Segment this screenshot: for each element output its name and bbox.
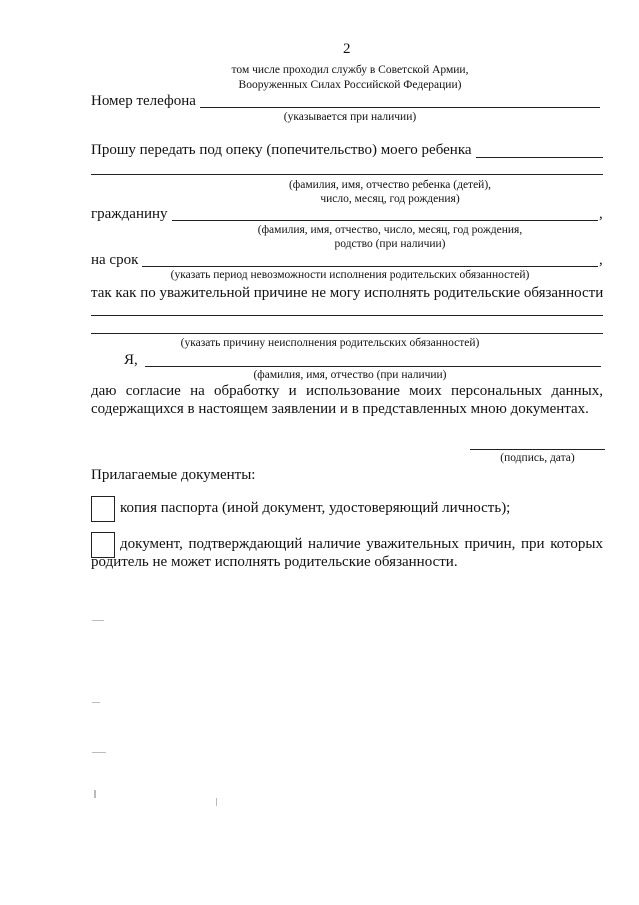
reason-hint: (указать причину неисполнения родительских обязанностей) xyxy=(180,337,480,349)
reason-line-1[interactable] xyxy=(91,315,603,316)
consent-line-1: даю согласие на обработку и использование моих персональных данных, xyxy=(91,383,603,399)
child-hint-line-1: (фамилия, имя, отчество ребенка (детей), xyxy=(288,179,492,191)
consent-hint: (фамилия, имя, отчество (при наличии) xyxy=(253,369,447,381)
citizen-comma: , xyxy=(599,206,603,222)
term-hint: (указать период невозможности исполнения родительских обязанностей) xyxy=(170,269,530,281)
header-line-2: Вооруженных Силах Российской Федерации) xyxy=(238,79,462,91)
phone-label: Номер телефона xyxy=(91,93,196,109)
child-hint-line-2: число, месяц, год рождения) xyxy=(320,193,460,205)
scan-speck xyxy=(216,798,217,806)
reason-text: так как по уважительной причине не могу исполнять родительские обязанности xyxy=(91,285,604,301)
citizen-hint-line-2: родство (при наличии) xyxy=(334,238,446,250)
reason-line-2[interactable] xyxy=(91,333,603,334)
consent-line-2: содержащихся в настоящем заявлении и в представленных мною документах. xyxy=(91,401,589,417)
phone-field-line[interactable] xyxy=(200,107,600,108)
phone-hint: (указывается при наличии) xyxy=(283,111,417,123)
consent-name-line[interactable] xyxy=(145,366,601,367)
term-field-line[interactable] xyxy=(142,266,598,267)
request-text: Прошу передать под опеку (попечительство) моего ребенка xyxy=(91,142,472,158)
child-name-line-1[interactable] xyxy=(476,157,603,158)
attachment-passport-text: копия паспорта (иной документ, удостоверяющий личность); xyxy=(120,500,511,516)
citizen-field-line[interactable] xyxy=(172,220,598,221)
term-label: на срок xyxy=(91,252,139,268)
term-comma: , xyxy=(599,252,603,268)
citizen-label: гражданину xyxy=(91,206,168,222)
signature-hint: (подпись, дата) xyxy=(500,452,575,464)
child-name-line-2[interactable] xyxy=(91,174,603,175)
attachment-reasons-line-1: документ, подтверждающий наличие уважительных причин, при которых xyxy=(120,536,603,552)
scan-speck xyxy=(94,790,96,798)
attachment-reasons-line-2: родитель не может исполнять родительские обязанности. xyxy=(91,554,458,570)
consent-label: Я, xyxy=(124,352,138,368)
page-number: 2 xyxy=(343,41,351,57)
header-line-1: том числе проходил службу в Советской Армии, xyxy=(231,64,469,76)
attachments-title: Прилагаемые документы: xyxy=(91,467,256,483)
scan-speck xyxy=(92,752,106,753)
signature-line[interactable] xyxy=(470,449,605,450)
scan-speck xyxy=(92,702,100,703)
scan-speck xyxy=(92,620,104,621)
citizen-hint-line-1: (фамилия, имя, отчество, число, месяц, год рождения, xyxy=(257,224,523,236)
attachment-checkbox-passport[interactable] xyxy=(91,496,115,522)
